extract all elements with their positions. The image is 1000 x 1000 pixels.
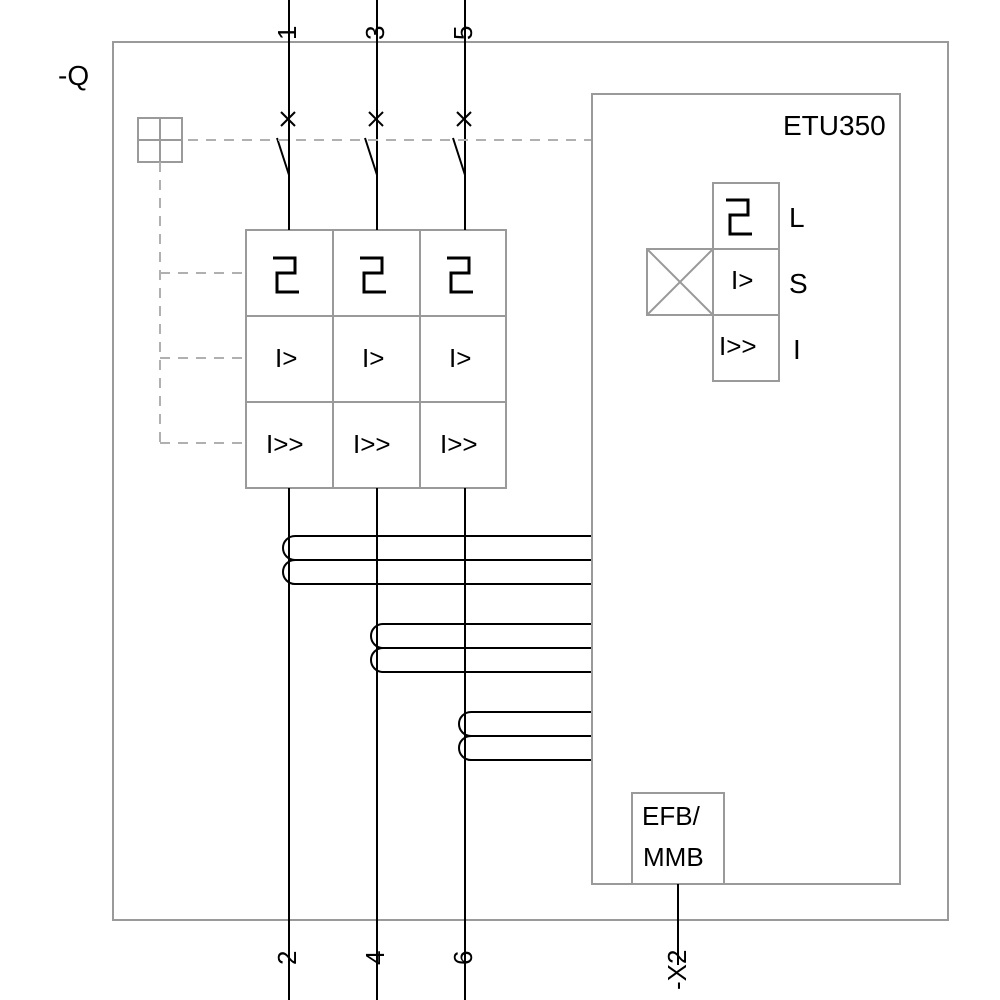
terminal-bottom-4: 4 [360, 950, 390, 965]
terminal-bottom-2: 2 [272, 950, 302, 965]
release-overcurrent-1: I> [275, 343, 298, 373]
switch-contacts [277, 120, 465, 175]
release-overcurrent-3: I> [449, 343, 472, 373]
terminal-bottom-6: 6 [448, 950, 478, 965]
etu-function-blocks [647, 183, 779, 381]
release-shortcircuit-1: I>> [266, 429, 304, 459]
etu-box [592, 94, 900, 884]
top-conductors [289, 0, 465, 120]
thermal-release-symbols [273, 258, 473, 292]
terminal-x2-label: -X2 [662, 949, 692, 990]
device-tag-label: -Q [58, 60, 90, 91]
efb-mmb-line2: MMB [643, 842, 704, 872]
operating-mechanism-symbol [138, 118, 182, 162]
outer-frame [113, 42, 948, 920]
etu-function-symbol-s: I> [731, 265, 754, 295]
etu-function-symbol-i: I>> [719, 331, 757, 361]
current-transformers [283, 536, 592, 760]
release-shortcircuit-3: I>> [440, 429, 478, 459]
terminal-top-5: 5 [448, 25, 478, 40]
etu-function-code-s: S [789, 268, 808, 299]
trip-bar-dashed [160, 162, 246, 443]
efb-mmb-line1: EFB/ [642, 801, 700, 831]
release-overcurrent-2: I> [362, 343, 385, 373]
pole-conductors [289, 175, 465, 1000]
etu-function-code-l: L [789, 202, 805, 233]
terminal-top-3: 3 [360, 25, 390, 40]
etu-l-symbol [726, 200, 752, 234]
etu-function-code-i: I [793, 334, 801, 365]
release-shortcircuit-2: I>> [353, 429, 391, 459]
etu-unit-label: ETU350 [783, 110, 886, 141]
terminal-top-1: 1 [272, 25, 302, 40]
